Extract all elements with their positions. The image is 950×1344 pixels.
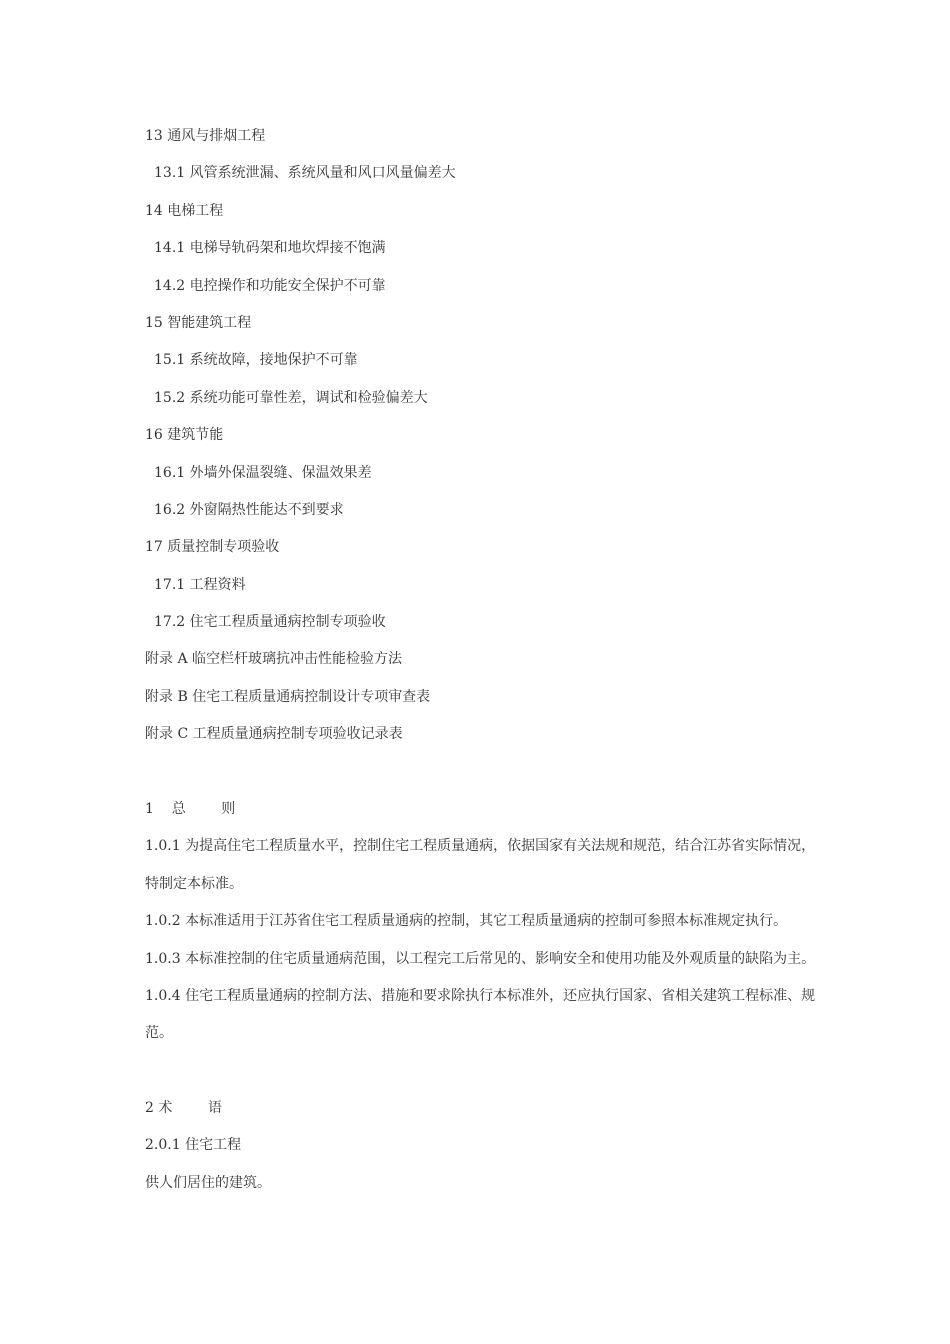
- toc-subitem: 14.1 电梯导轨码架和地坎焊接不饱满: [154, 240, 386, 257]
- toc-item: 14 电梯工程: [145, 202, 224, 219]
- paragraph-line: 特制定本标准。: [145, 875, 243, 892]
- section-heading: 1 总 则: [145, 801, 236, 817]
- toc-subitem: 14.2 电控操作和功能安全保护不可靠: [154, 277, 386, 294]
- toc-appendix: 附录 A 临空栏杆玻璃抗冲击性能检验方法: [145, 651, 403, 668]
- toc-subitem: 17.1 工程资料: [154, 576, 246, 593]
- paragraph-line: 1.0.4 住宅工程质量通病的控制方法、措施和要求除执行本标准外，还应执行国家、省相关建筑工程标准、规: [145, 987, 816, 1004]
- toc-subitem: 13.1 风管系统泄漏、系统风量和风口风量偏差大: [154, 165, 456, 182]
- toc-item: 13 通风与排烟工程: [145, 128, 266, 144]
- toc-appendix: 附录 C 工程质量通病控制专项验收记录表: [145, 726, 403, 743]
- paragraph-line: 1.0.2 本标准适用于江苏省住宅工程质量通病的控制，其它工程质量通病的控制可参照本标准规定执行。: [145, 913, 788, 930]
- paragraph-line: 范。: [145, 1025, 173, 1042]
- toc-subitem: 16.1 外墙外保温裂缝、保温效果差: [154, 464, 372, 481]
- toc-appendix: 附录 B 住宅工程质量通病控制设计专项审查表: [145, 688, 431, 705]
- section-terms: [145, 1096, 825, 1208]
- table-of-contents: [145, 124, 845, 760]
- toc-subitem: 16.2 外窗隔热性能达不到要求: [154, 501, 344, 518]
- paragraph-line: 1.0.3 本标准控制的住宅质量通病范围，以工程完工后常见的、影响安全和使用功能及外观质量的缺陷为主。: [145, 950, 816, 967]
- section-heading: 2 术 语: [145, 1100, 222, 1116]
- paragraph-line: 1.0.1 为提高住宅工程质量水平，控制住宅工程质量通病，依据国家有关法规和规范，结合江苏省实际情况，: [145, 838, 816, 855]
- term-definition: 供人们居住的建筑。: [145, 1174, 271, 1191]
- term-title: 2.0.1 住宅工程: [145, 1137, 242, 1154]
- section-general-principles: [145, 797, 825, 1059]
- toc-subitem: 15.2 系统功能可靠性差，调试和检验偏差大: [154, 389, 428, 406]
- toc-item: 15 智能建筑工程: [145, 314, 252, 331]
- toc-item: 17 质量控制专项验收: [145, 539, 280, 556]
- toc-subitem: 15.1 系统故障，接地保护不可靠: [154, 352, 358, 369]
- toc-item: 16 建筑节能: [145, 427, 224, 444]
- toc-subitem: 17.2 住宅工程质量通病控制专项验收: [154, 614, 386, 631]
